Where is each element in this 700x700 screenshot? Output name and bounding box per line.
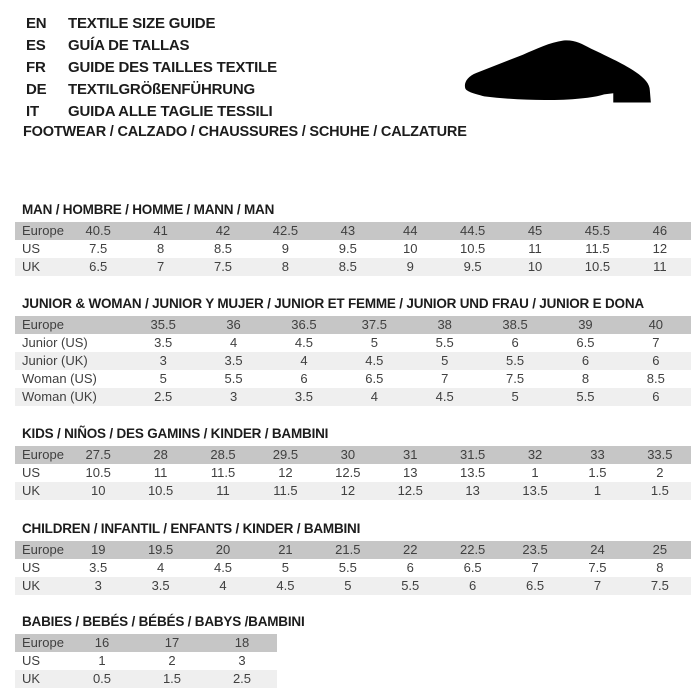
size-value: 44.5: [459, 223, 486, 238]
size-value: 27.5: [85, 447, 111, 462]
size-value: 4.5: [276, 578, 295, 593]
table-row: [15, 334, 691, 352]
table-row: [15, 316, 691, 334]
language-row: [26, 57, 277, 79]
size-value: 24: [590, 542, 605, 557]
size-value: 5: [441, 353, 449, 368]
size-value: 10.5: [459, 241, 486, 256]
row-label: Woman (US): [22, 371, 97, 386]
row-label: Woman (UK): [22, 389, 97, 404]
language-row: [26, 79, 277, 101]
size-value: 36: [226, 317, 241, 332]
size-value: 46: [652, 223, 668, 238]
size-value: 33: [590, 447, 605, 462]
size-value: 12: [278, 465, 293, 480]
row-label: Europe: [22, 317, 64, 332]
section-babies: [15, 615, 691, 688]
size-value: 4.5: [294, 335, 313, 350]
size-value: 1.5: [588, 465, 607, 480]
size-value: 3: [94, 578, 102, 593]
language-code: ES: [26, 37, 46, 54]
size-value: 5: [344, 578, 352, 593]
size-value: 11.5: [585, 241, 610, 256]
size-value: 5.5: [576, 389, 595, 404]
size-value: 10: [527, 259, 543, 274]
size-value: 3.5: [294, 389, 313, 404]
language-row: [26, 35, 277, 57]
language-label: GUIDE DES TAILLES TEXTILE: [68, 59, 277, 76]
size-value: 8: [581, 371, 590, 386]
size-value: 4: [300, 353, 308, 368]
size-value: 3.5: [154, 335, 173, 350]
size-value: 13: [403, 465, 418, 480]
size-value: 6: [652, 389, 660, 404]
size-value: 38: [437, 317, 452, 332]
size-value: 3: [229, 389, 238, 404]
row-label: UK: [22, 578, 41, 593]
table-row: [15, 541, 691, 559]
size-value: 19: [90, 542, 106, 557]
size-value: 7.5: [213, 259, 233, 274]
section-title: JUNIOR & WOMAN / JUNIOR Y MUJER / JUNIOR ET FEMME / JUNIOR UND FRAU / JUNIOR E DONA: [22, 296, 644, 311]
size-value: 12: [652, 241, 668, 256]
size-value: 7: [441, 371, 449, 386]
size-value: 6.5: [365, 371, 384, 386]
size-value: 6: [406, 560, 414, 575]
size-value: 5: [370, 335, 378, 350]
table-row: [15, 370, 691, 388]
size-value: 17: [164, 635, 180, 650]
size-value: 31.5: [459, 447, 486, 462]
size-table-man: [15, 222, 691, 276]
language-label: GUIDA ALLE TAGLIE TESSILI: [68, 103, 273, 120]
row-label: Junior (UK): [22, 353, 88, 368]
size-value: 3: [238, 653, 246, 668]
size-value: 4: [370, 389, 378, 404]
table-row: [15, 352, 691, 370]
size-value: 22.5: [459, 542, 486, 557]
size-value: 6: [652, 353, 660, 368]
size-value: 11.5: [273, 483, 298, 498]
table-row: [15, 240, 691, 258]
size-value: 1.5: [650, 483, 669, 498]
section-junior-woman: [15, 297, 691, 406]
size-value: 13.5: [522, 483, 548, 498]
size-value: 11: [153, 465, 168, 480]
row-label: Europe: [22, 447, 64, 462]
section-children: [15, 522, 691, 595]
section-title: MAN / HOMBRE / HOMME / MANN / MAN: [22, 202, 275, 217]
size-value: 4: [229, 335, 238, 350]
size-value: 13: [465, 483, 480, 498]
size-value: 13.5: [459, 465, 486, 480]
size-value: 7.5: [650, 578, 669, 593]
table-row: [15, 446, 691, 464]
size-value: 6: [300, 371, 308, 386]
size-table-kids: [15, 446, 691, 500]
size-value: 45.5: [584, 223, 611, 238]
size-value: 4.5: [213, 560, 233, 575]
size-value: 4.5: [435, 389, 454, 404]
row-label: UK: [22, 259, 41, 274]
size-value: 5: [159, 371, 167, 386]
size-value: 6: [469, 578, 477, 593]
size-value: 39: [578, 317, 593, 332]
language-label: TEXTILGRÖßENFÜHRUNG: [68, 81, 256, 98]
size-value: 7: [593, 578, 602, 593]
size-value: 6: [511, 335, 519, 350]
size-value: 8: [281, 259, 290, 274]
row-label: UK: [22, 483, 41, 498]
table-row: [15, 652, 277, 670]
section-kids: [15, 427, 691, 500]
size-value: 11: [653, 259, 667, 274]
size-value: 5: [511, 389, 519, 404]
dress-shoe-icon: [462, 38, 662, 108]
size-value: 31: [403, 447, 418, 462]
section-title: BABIES / BEBÉS / BÉBÉS / BABYS /BAMBINI: [22, 614, 305, 629]
size-value: 5.5: [435, 335, 454, 350]
table-row: [15, 258, 691, 276]
row-label: Europe: [22, 223, 64, 238]
table-row: [15, 634, 277, 652]
size-value: 3.5: [89, 560, 108, 575]
size-value: 21: [278, 542, 293, 557]
size-value: 36.5: [291, 317, 317, 332]
size-value: 11: [216, 483, 230, 498]
size-value: 9: [406, 259, 414, 274]
row-label: US: [22, 465, 41, 480]
language-code: FR: [26, 59, 46, 76]
size-value: 7.5: [89, 241, 108, 256]
table-row: [15, 482, 691, 500]
size-value: 40: [648, 317, 664, 332]
language-header: [26, 13, 277, 123]
language-label: GUÍA DE TALLAS: [68, 37, 190, 54]
size-value: 5: [281, 560, 290, 575]
row-label: Europe: [22, 635, 64, 650]
category-heading: FOOTWEAR / CALZADO / CHAUSSURES / SCHUHE / CALZATURE: [23, 124, 467, 140]
size-value: 28: [153, 447, 168, 462]
size-value: 4: [156, 560, 165, 575]
size-value: 10: [403, 241, 418, 256]
size-value: 4: [219, 578, 227, 593]
size-value: 8.5: [213, 241, 233, 256]
size-value: 9.5: [463, 259, 482, 274]
size-value: 12.5: [335, 465, 361, 480]
size-value: 6.5: [463, 560, 482, 575]
language-code: EN: [26, 15, 47, 32]
size-value: 10.5: [147, 483, 174, 498]
language-code: DE: [26, 81, 47, 98]
size-value: 11.5: [210, 465, 236, 480]
size-value: 6: [581, 353, 590, 368]
size-value: 10.5: [584, 259, 611, 274]
size-value: 2: [168, 653, 176, 668]
language-row: [26, 101, 277, 123]
size-value: 40.5: [85, 223, 111, 238]
size-value: 12.5: [397, 483, 423, 498]
size-value: 8.5: [646, 371, 665, 386]
language-row: [26, 13, 277, 35]
size-value: 9.5: [338, 241, 357, 256]
size-value: 32: [527, 447, 543, 462]
size-value: 19.5: [147, 542, 174, 557]
size-value: 42: [215, 223, 231, 238]
table-row: [15, 222, 691, 240]
size-value: 9: [281, 241, 290, 256]
size-value: 44: [403, 223, 418, 238]
size-value: 1: [593, 483, 602, 498]
size-value: 42.5: [272, 223, 299, 238]
row-label: US: [22, 560, 41, 575]
size-table-children: [15, 541, 691, 595]
size-value: 2.5: [154, 389, 173, 404]
row-label: Europe: [22, 542, 64, 557]
table-row: [15, 670, 277, 688]
size-value: 8: [156, 241, 165, 256]
size-value: 1: [98, 653, 106, 668]
size-value: 2.5: [232, 671, 252, 686]
size-value: 11: [528, 241, 542, 256]
size-table-junior-woman: [15, 316, 691, 406]
size-value: 33.5: [647, 447, 673, 462]
size-value: 5.5: [224, 371, 243, 386]
size-value: 21.5: [335, 542, 361, 557]
size-table-babies: [15, 634, 277, 688]
size-value: 7.5: [588, 560, 607, 575]
size-value: 25: [652, 542, 668, 557]
row-label: US: [22, 653, 41, 668]
language-code: IT: [26, 103, 39, 120]
size-value: 8.5: [338, 259, 357, 274]
size-value: 6.5: [526, 578, 545, 593]
size-value: 5.5: [401, 578, 420, 593]
size-value: 10.5: [85, 465, 111, 480]
section-title: KIDS / NIÑOS / DES GAMINS / KINDER / BAMBINI: [22, 426, 329, 441]
size-value: 6.5: [576, 335, 595, 350]
size-value: 37.5: [361, 317, 387, 332]
size-value: 35.5: [150, 317, 176, 332]
size-value: 1.5: [162, 671, 182, 686]
row-label: Junior (US): [22, 335, 88, 350]
size-value: 5.5: [506, 353, 525, 368]
size-value: 45: [527, 223, 543, 238]
row-label: UK: [22, 671, 41, 686]
size-value: 20: [215, 542, 231, 557]
size-value: 0.5: [92, 671, 112, 686]
size-value: 29.5: [272, 447, 299, 462]
size-value: 23.5: [522, 542, 548, 557]
size-value: 16: [94, 635, 110, 650]
size-value: 28.5: [210, 447, 236, 462]
size-value: 12: [340, 483, 356, 498]
size-value: 18: [234, 635, 250, 650]
size-value: 41: [153, 223, 168, 238]
size-value: 3: [159, 353, 167, 368]
table-row: [15, 464, 691, 482]
size-value: 8: [656, 560, 664, 575]
size-value: 3.5: [151, 578, 170, 593]
table-row: [15, 559, 691, 577]
size-value: 7: [156, 259, 165, 274]
size-value: 43: [340, 223, 356, 238]
size-value: 22: [403, 542, 418, 557]
size-value: 1: [531, 465, 539, 480]
table-row: [15, 577, 691, 595]
size-value: 6.5: [89, 259, 108, 274]
size-value: 2: [656, 465, 664, 480]
size-value: 38.5: [502, 317, 528, 332]
size-value: 5.5: [338, 560, 357, 575]
table-row: [15, 388, 691, 406]
size-value: 7.5: [506, 371, 525, 386]
size-value: 10: [90, 483, 106, 498]
size-value: 4.5: [365, 353, 384, 368]
size-value: 30: [340, 447, 356, 462]
size-value: 3.5: [224, 353, 243, 368]
section-man: [15, 203, 691, 276]
row-label: US: [22, 241, 41, 256]
size-value: 7: [531, 560, 539, 575]
section-title: CHILDREN / INFANTIL / ENFANTS / KINDER / BAMBINI: [22, 521, 361, 536]
size-value: 7: [652, 335, 660, 350]
language-label: TEXTILE SIZE GUIDE: [68, 15, 216, 32]
